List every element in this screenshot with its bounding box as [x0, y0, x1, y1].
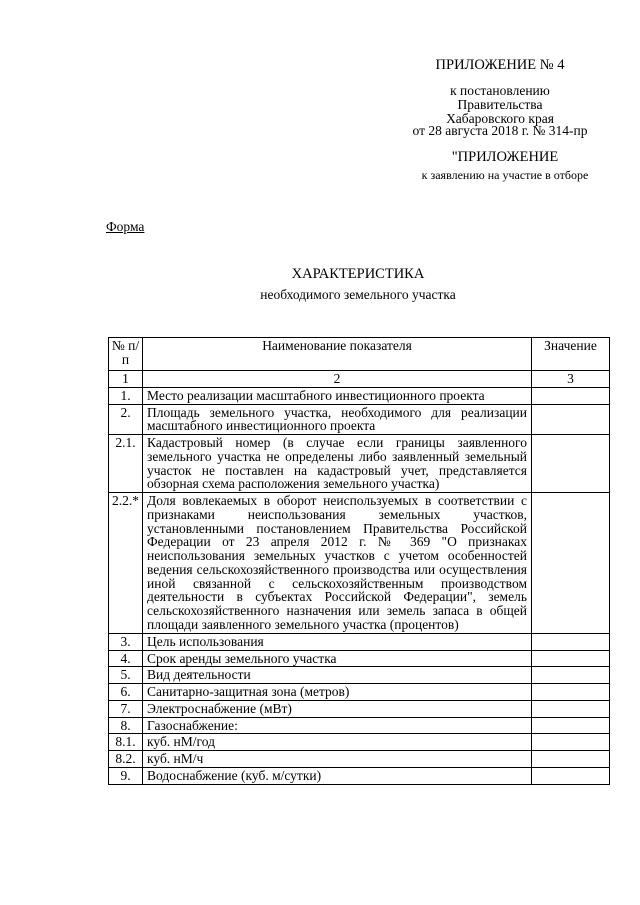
header-name: Наименование показателя	[143, 338, 532, 371]
row-number: 9.	[109, 767, 143, 784]
row-name: Кадастровый номер (в случае если границы заявленного земельного участка не определены либо заявленный земельный участок не поставлен на кадастровый учет, представляется обзорная схема расположения земельного участка)	[143, 435, 532, 493]
table-row	[109, 734, 610, 751]
row-value[interactable]	[532, 700, 610, 717]
row-number: 8.	[109, 717, 143, 734]
row-name: Срок аренды земельного участка	[143, 650, 532, 667]
row-name: Электроснабжение (мВт)	[143, 700, 532, 717]
table-row	[109, 667, 610, 684]
row-value[interactable]	[532, 650, 610, 667]
appendix-line: Правительства	[457, 97, 543, 112]
row-name: Доля вовлекаемых в оборот неиспользуемых в соответствии с признаками неиспользования земельных участков, установленными постановлением Правительства Российской Федерации от 23 апреля 2012 г. № 369 "О признаках неиспользования земельных участков с учетом особенностей ведения сельскохозяйственного производства или осуществления иной связанной с сельскохозяйственным производством деятельности в субъектах Российской Федерации", земель сельскохозяйственного назначения или земель запаса в общей площади заявленного земельного участка (процентов)	[143, 493, 532, 634]
row-value[interactable]	[532, 493, 610, 634]
row-number: 6.	[109, 684, 143, 701]
row-value[interactable]	[532, 435, 610, 493]
table-row	[109, 767, 610, 784]
table-body	[109, 387, 610, 784]
row-number: 2.1.	[109, 435, 143, 493]
row-number: 5.	[109, 667, 143, 684]
table-row	[109, 404, 610, 435]
row-number: 4.	[109, 650, 143, 667]
row-name: Водоснабжение (куб. м/сутки)	[143, 767, 532, 784]
row-number: 7.	[109, 700, 143, 717]
row-value[interactable]	[532, 633, 610, 650]
row-number: 2.	[109, 404, 143, 435]
table-header-row	[109, 338, 610, 371]
table-row	[109, 435, 610, 493]
row-value[interactable]	[532, 684, 610, 701]
appendix-date: от 28 августа 2018 г. № 314-пр	[412, 123, 588, 138]
table-row	[109, 493, 610, 634]
document-subtitle: необходимого земельного участка	[260, 287, 456, 302]
table-row	[109, 650, 610, 667]
document-title: ХАРАКТЕРИСТИКА	[291, 266, 425, 282]
row-name: Цель использования	[143, 633, 532, 650]
row-value[interactable]	[532, 751, 610, 768]
table-row	[109, 700, 610, 717]
appendix-title: ПРИЛОЖЕНИЕ № 4	[435, 57, 565, 73]
row-value[interactable]	[532, 767, 610, 784]
appendix2-subtitle: к заявлению на участие в отборе	[421, 168, 589, 182]
index-cell: 3	[532, 371, 610, 388]
header-value: Значение	[532, 338, 610, 371]
table-row	[109, 387, 610, 404]
table-index-row	[109, 371, 610, 388]
row-number: 8.1.	[109, 734, 143, 751]
row-value[interactable]	[532, 404, 610, 435]
row-number: 3.	[109, 633, 143, 650]
characteristics-table	[108, 337, 610, 785]
row-value[interactable]	[532, 717, 610, 734]
row-value[interactable]	[532, 667, 610, 684]
row-number: 2.2.*	[109, 493, 143, 634]
row-name: Вид деятельности	[143, 667, 532, 684]
row-number: 1.	[109, 387, 143, 404]
table-row	[109, 633, 610, 650]
header-num: № п/п	[109, 338, 143, 371]
row-name: Санитарно-защитная зона (метров)	[143, 684, 532, 701]
row-name: Газоснабжение:	[143, 717, 532, 734]
row-name: Площадь земельного участка, необходимого для реализации масштабного инвестиционного проекта	[143, 404, 532, 435]
appendix2-title: "ПРИЛОЖЕНИЕ	[451, 149, 559, 165]
appendix-line: Хабаровского края	[446, 111, 554, 126]
row-name: куб. нМ/ч	[143, 751, 532, 768]
index-cell: 1	[109, 371, 143, 388]
row-value[interactable]	[532, 734, 610, 751]
appendix-line: к постановлению	[450, 83, 550, 98]
appendix-lines	[390, 84, 610, 126]
row-number: 8.2.	[109, 751, 143, 768]
table-row	[109, 717, 610, 734]
form-label: Форма	[106, 219, 145, 234]
table-row	[109, 751, 610, 768]
index-cell: 2	[143, 371, 532, 388]
row-value[interactable]	[532, 387, 610, 404]
table-row	[109, 684, 610, 701]
row-name: Место реализации масштабного инвестиционного проекта	[143, 387, 532, 404]
row-name: куб. нМ/год	[143, 734, 532, 751]
